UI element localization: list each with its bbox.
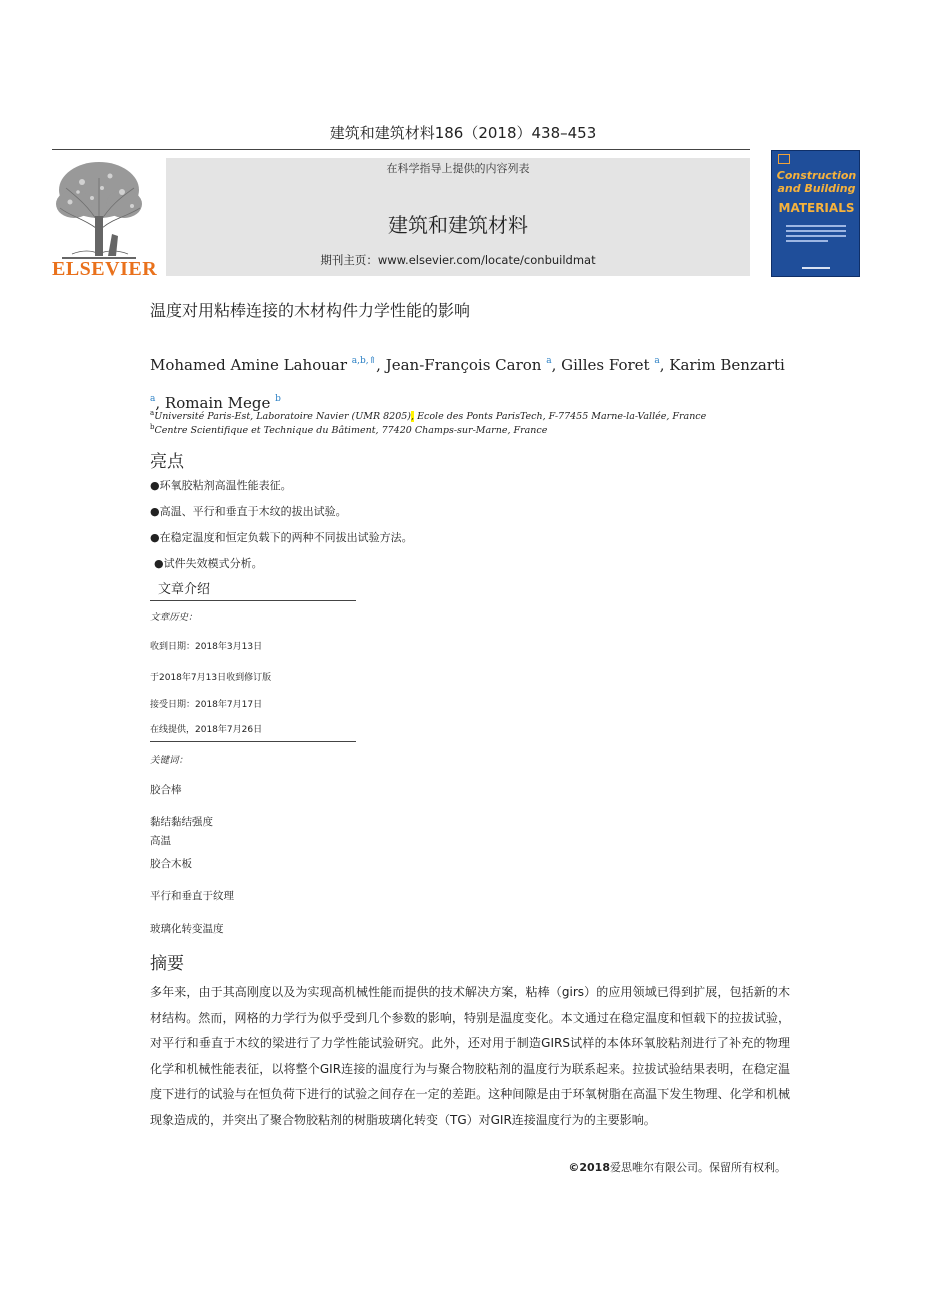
journal-homepage[interactable]: 期刊主页：www.elsevier.com/locate/conbuildmat bbox=[320, 253, 596, 267]
accepted-date: 接受日期：2018年7月17日 bbox=[150, 700, 263, 710]
author-affiliation-mark[interactable]: a bbox=[150, 394, 156, 404]
affiliation-text: Université Paris-Est, Laboratoire Navier (UMR 8205) bbox=[154, 411, 412, 422]
cover-elsevier-icon bbox=[778, 154, 790, 164]
article-info-rule bbox=[150, 600, 356, 601]
cover-footer bbox=[802, 267, 830, 269]
highlight-item: ●高温、平行和垂直于木纹的拔出试验。 bbox=[150, 505, 347, 518]
abstract-body: 多年来，由于其高刚度以及为实现高机械性能而提供的技术解决方案，粘棒（girs）的应用领域已得到扩展，包括新的木材结构。然而，网格的力学行为似乎受到几个参数的影响，特别是温度变化。本文通过在稳定温度和恒载下的拉拔试验，对平行和垂直于木纹的梁进行了力学性能试验研究。此外，还对用于制造GIRS试样的本体环氧胶粘剂进行了补充的物理化学和机械性能表征，以将整个GIR连接的温度行为与聚合物胶粘剂的温度行为联系起来。拉拔试验结果表明，在稳定温度下进行的试验与在恒负荷下进行的试验之间存在一定的差距。这种间隙是由于环氧树脂在高温下发生物理、化学和机械现象造成的，并突出了聚合物胶粘剂的树脂玻璃化转变（TG）对GIR连接温度行为的主要影响。 bbox=[150, 985, 790, 1127]
cover-subtitle-lines bbox=[786, 225, 846, 245]
revised-date: 于2018年7月13日收到修订版 bbox=[150, 673, 272, 683]
author-affiliation-mark[interactable]: a bbox=[546, 356, 552, 366]
highlight-mark: , bbox=[411, 411, 415, 422]
history-label: 文章历史： bbox=[150, 612, 198, 623]
abstract-heading: 摘要 bbox=[150, 954, 184, 974]
author-affiliation-mark[interactable]: a bbox=[654, 356, 660, 366]
keywords-rule bbox=[150, 741, 356, 742]
copyright-year: ©2018 bbox=[568, 1161, 610, 1174]
highlight-item: ●在稳定温度和恒定负载下的两种不同拔出试验方法。 bbox=[150, 531, 413, 544]
received-date: 收到日期：2018年3月13日 bbox=[150, 642, 263, 652]
copyright-notice bbox=[568, 1159, 786, 1175]
header-rule bbox=[52, 149, 750, 150]
keywords-label: 关键词： bbox=[150, 755, 189, 766]
affiliation-mark: a bbox=[150, 409, 155, 417]
highlights-heading: 亮点 bbox=[150, 452, 184, 472]
affiliation-text: Ecole des Ponts ParisTech, F-77455 Marne-la-Vallée, France bbox=[414, 411, 707, 422]
article-info-heading: 文章介绍 bbox=[158, 582, 211, 597]
journal-reference: 建筑和建筑材料186（2018）438–453 bbox=[329, 124, 597, 142]
keyword[interactable]: 胶合棒 bbox=[150, 784, 182, 796]
article-title: 温度对用粘棒连接的木材构件力学性能的影响 bbox=[150, 301, 471, 320]
cover-title-materials: MATERIALS bbox=[778, 201, 855, 215]
author-name[interactable]: Karim Benzarti bbox=[669, 356, 785, 374]
author-affiliation-mark[interactable]: a,b,⇑ bbox=[351, 356, 377, 366]
cover-title: Construction and Building bbox=[776, 169, 857, 195]
online-date: 在线提供，2018年7月26日 bbox=[150, 725, 263, 735]
affiliation-a bbox=[150, 409, 706, 422]
elsevier-wordmark: ELSEVIER bbox=[52, 258, 158, 280]
copyright-text: 爱思唯尔有限公司。保留所有权利。 bbox=[610, 1161, 786, 1174]
affiliation-text: Centre Scientifique et Technique du Bâtiment, 77420 Champs-sur-Marne, France bbox=[154, 425, 548, 436]
keyword[interactable]: 胶合木板 bbox=[150, 858, 192, 870]
journal-title[interactable]: 建筑和建筑材料 bbox=[388, 213, 528, 237]
highlight-item: ●试件失效模式分析。 bbox=[154, 557, 263, 570]
contents-line: 在科学指导上提供的内容列表 bbox=[386, 162, 530, 175]
keyword[interactable]: 黏结黏结强度 bbox=[150, 816, 213, 828]
author-name[interactable]: Mohamed Amine Lahouar bbox=[150, 356, 347, 374]
affiliation-b bbox=[150, 423, 547, 436]
affiliation-mark: b bbox=[150, 423, 155, 431]
author-affiliation-mark[interactable]: b bbox=[275, 394, 281, 404]
keyword[interactable]: 平行和垂直于纹理 bbox=[150, 890, 234, 902]
author-name[interactable]: Romain Mege bbox=[164, 394, 271, 412]
keyword[interactable]: 高温 bbox=[150, 835, 171, 847]
author-list: Mohamed Amine Lahouar $^{a,b,⇑}$, Jean-François Caron $^a$, Gilles Foret $^a$, Karim Benzarti $^a$, Romain Mege $^b$ bbox=[150, 356, 785, 412]
highlight-item: ●环氧胶粘剂高温性能表征。 bbox=[150, 479, 292, 492]
keyword[interactable]: 玻璃化转变温度 bbox=[150, 923, 224, 935]
author-name[interactable]: Jean-François Caron bbox=[385, 356, 542, 374]
author-name[interactable]: Gilles Foret bbox=[561, 356, 650, 374]
journal-cover[interactable] bbox=[771, 150, 860, 277]
